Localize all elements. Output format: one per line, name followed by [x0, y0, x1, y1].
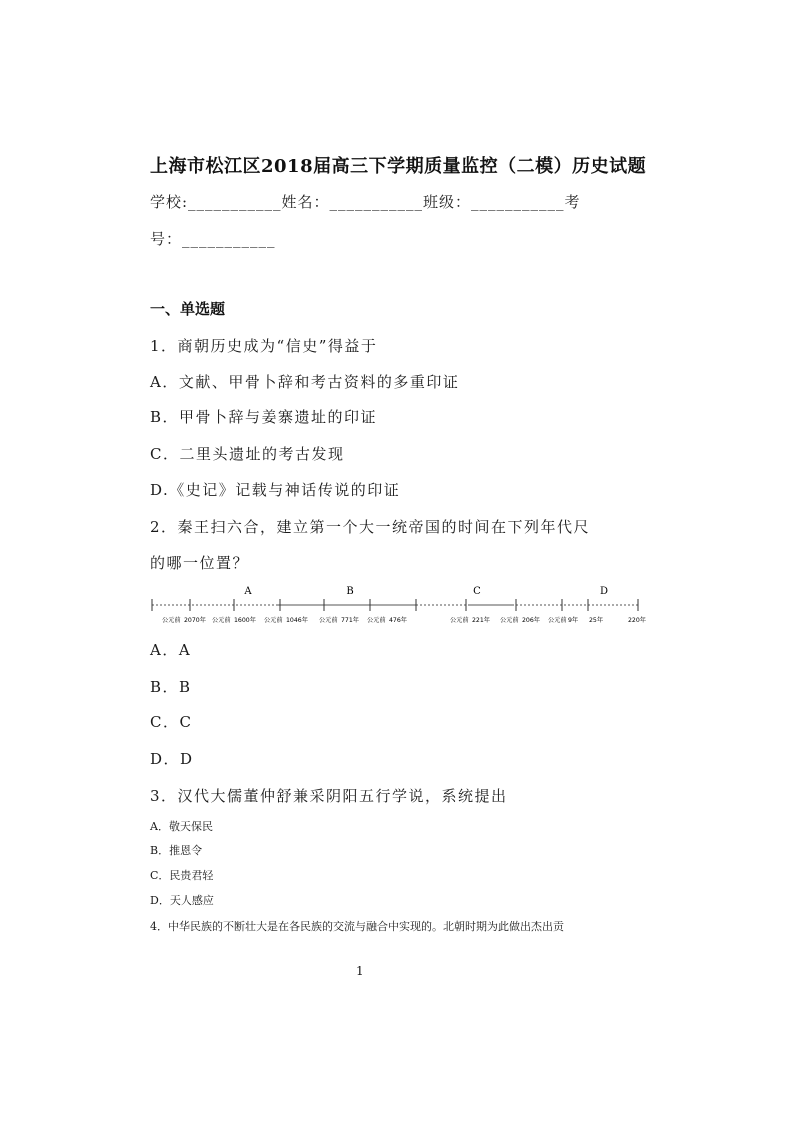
timeline-year-prefix: 公元前	[319, 617, 338, 624]
question-2-stem-line-2: 的哪一位置？	[150, 554, 250, 572]
page-number: 1	[356, 964, 364, 978]
question-2-option-c: C．C	[150, 713, 193, 731]
question-3-option-b: B．推恩令	[150, 844, 203, 857]
question-1-option-a: A．文献、甲骨卜辞和考古资料的多重印证	[150, 373, 460, 391]
timeline-year-value: 206年	[522, 617, 540, 624]
student-info-line-2: 号：___________	[150, 230, 276, 248]
question-2-option-d: D．D	[150, 750, 194, 768]
timeline-marker-b: B	[346, 586, 354, 597]
question-2-option-a: A．A	[150, 641, 192, 659]
timeline-year-prefix: 公元前	[500, 617, 519, 624]
timeline-year-value: 771年	[341, 617, 359, 624]
section-heading: 一、单选题	[150, 300, 226, 318]
timeline-ruler	[148, 583, 654, 625]
question-3-option-d: D．天人感应	[150, 894, 214, 907]
timeline-year-value: 476年	[389, 617, 407, 624]
timeline-year-prefix: 公元前	[548, 617, 567, 624]
timeline-marker-c: C	[473, 586, 481, 597]
timeline-marker-d: D	[599, 586, 609, 597]
timeline-year-prefix: 公元前	[367, 617, 386, 624]
timeline-year-value: 2070年	[184, 617, 206, 624]
question-1-option-d: D.《史记》记载与神话传说的印证	[150, 481, 401, 499]
timeline-year-value: 221年	[472, 617, 490, 624]
question-4-stem: 4．中华民族的不断壮大是在各民族的交流与融合中实现的。北朝时期为此做出杰出贡	[150, 920, 564, 933]
question-2-stem-line-1: 2．秦王扫六合，建立第一个大一统帝国的时间在下列年代尺	[150, 518, 591, 536]
question-3-option-a: A．敬天保民	[150, 820, 213, 833]
question-1-option-b: B．甲骨卜辞与姜寨遗址的印证	[150, 408, 378, 426]
timeline-year-value: 1046年	[286, 617, 308, 624]
timeline-year-prefix: 公元前	[264, 617, 283, 624]
question-3-option-c: C．民贵君轻	[150, 869, 214, 882]
timeline-year-value: 9年	[568, 617, 579, 624]
student-info-line-1: 学校:___________姓名：___________班级：___________考	[150, 193, 581, 211]
timeline-marker-a: A	[244, 586, 252, 597]
question-1-stem: 1．商朝历史成为“信史”得益于	[150, 337, 378, 355]
timeline-year-value: 1600年	[234, 617, 256, 624]
page-title: 上海市松江区2018届高三下学期质量监控（二模）历史试题	[150, 156, 647, 177]
timeline-year-prefix: 公元前	[162, 617, 181, 624]
question-2-option-b: B．B	[150, 678, 192, 696]
question-1-option-c: C．二里头遗址的考古发现	[150, 445, 345, 463]
question-3-stem: 3．汉代大儒董仲舒兼采阴阳五行学说，系统提出	[150, 787, 508, 805]
timeline-year-prefix: 公元前	[212, 617, 231, 624]
timeline-year-prefix: 公元前	[450, 617, 469, 624]
timeline-year-value: 25年	[589, 617, 604, 624]
timeline-year-value: 220年	[628, 617, 646, 624]
